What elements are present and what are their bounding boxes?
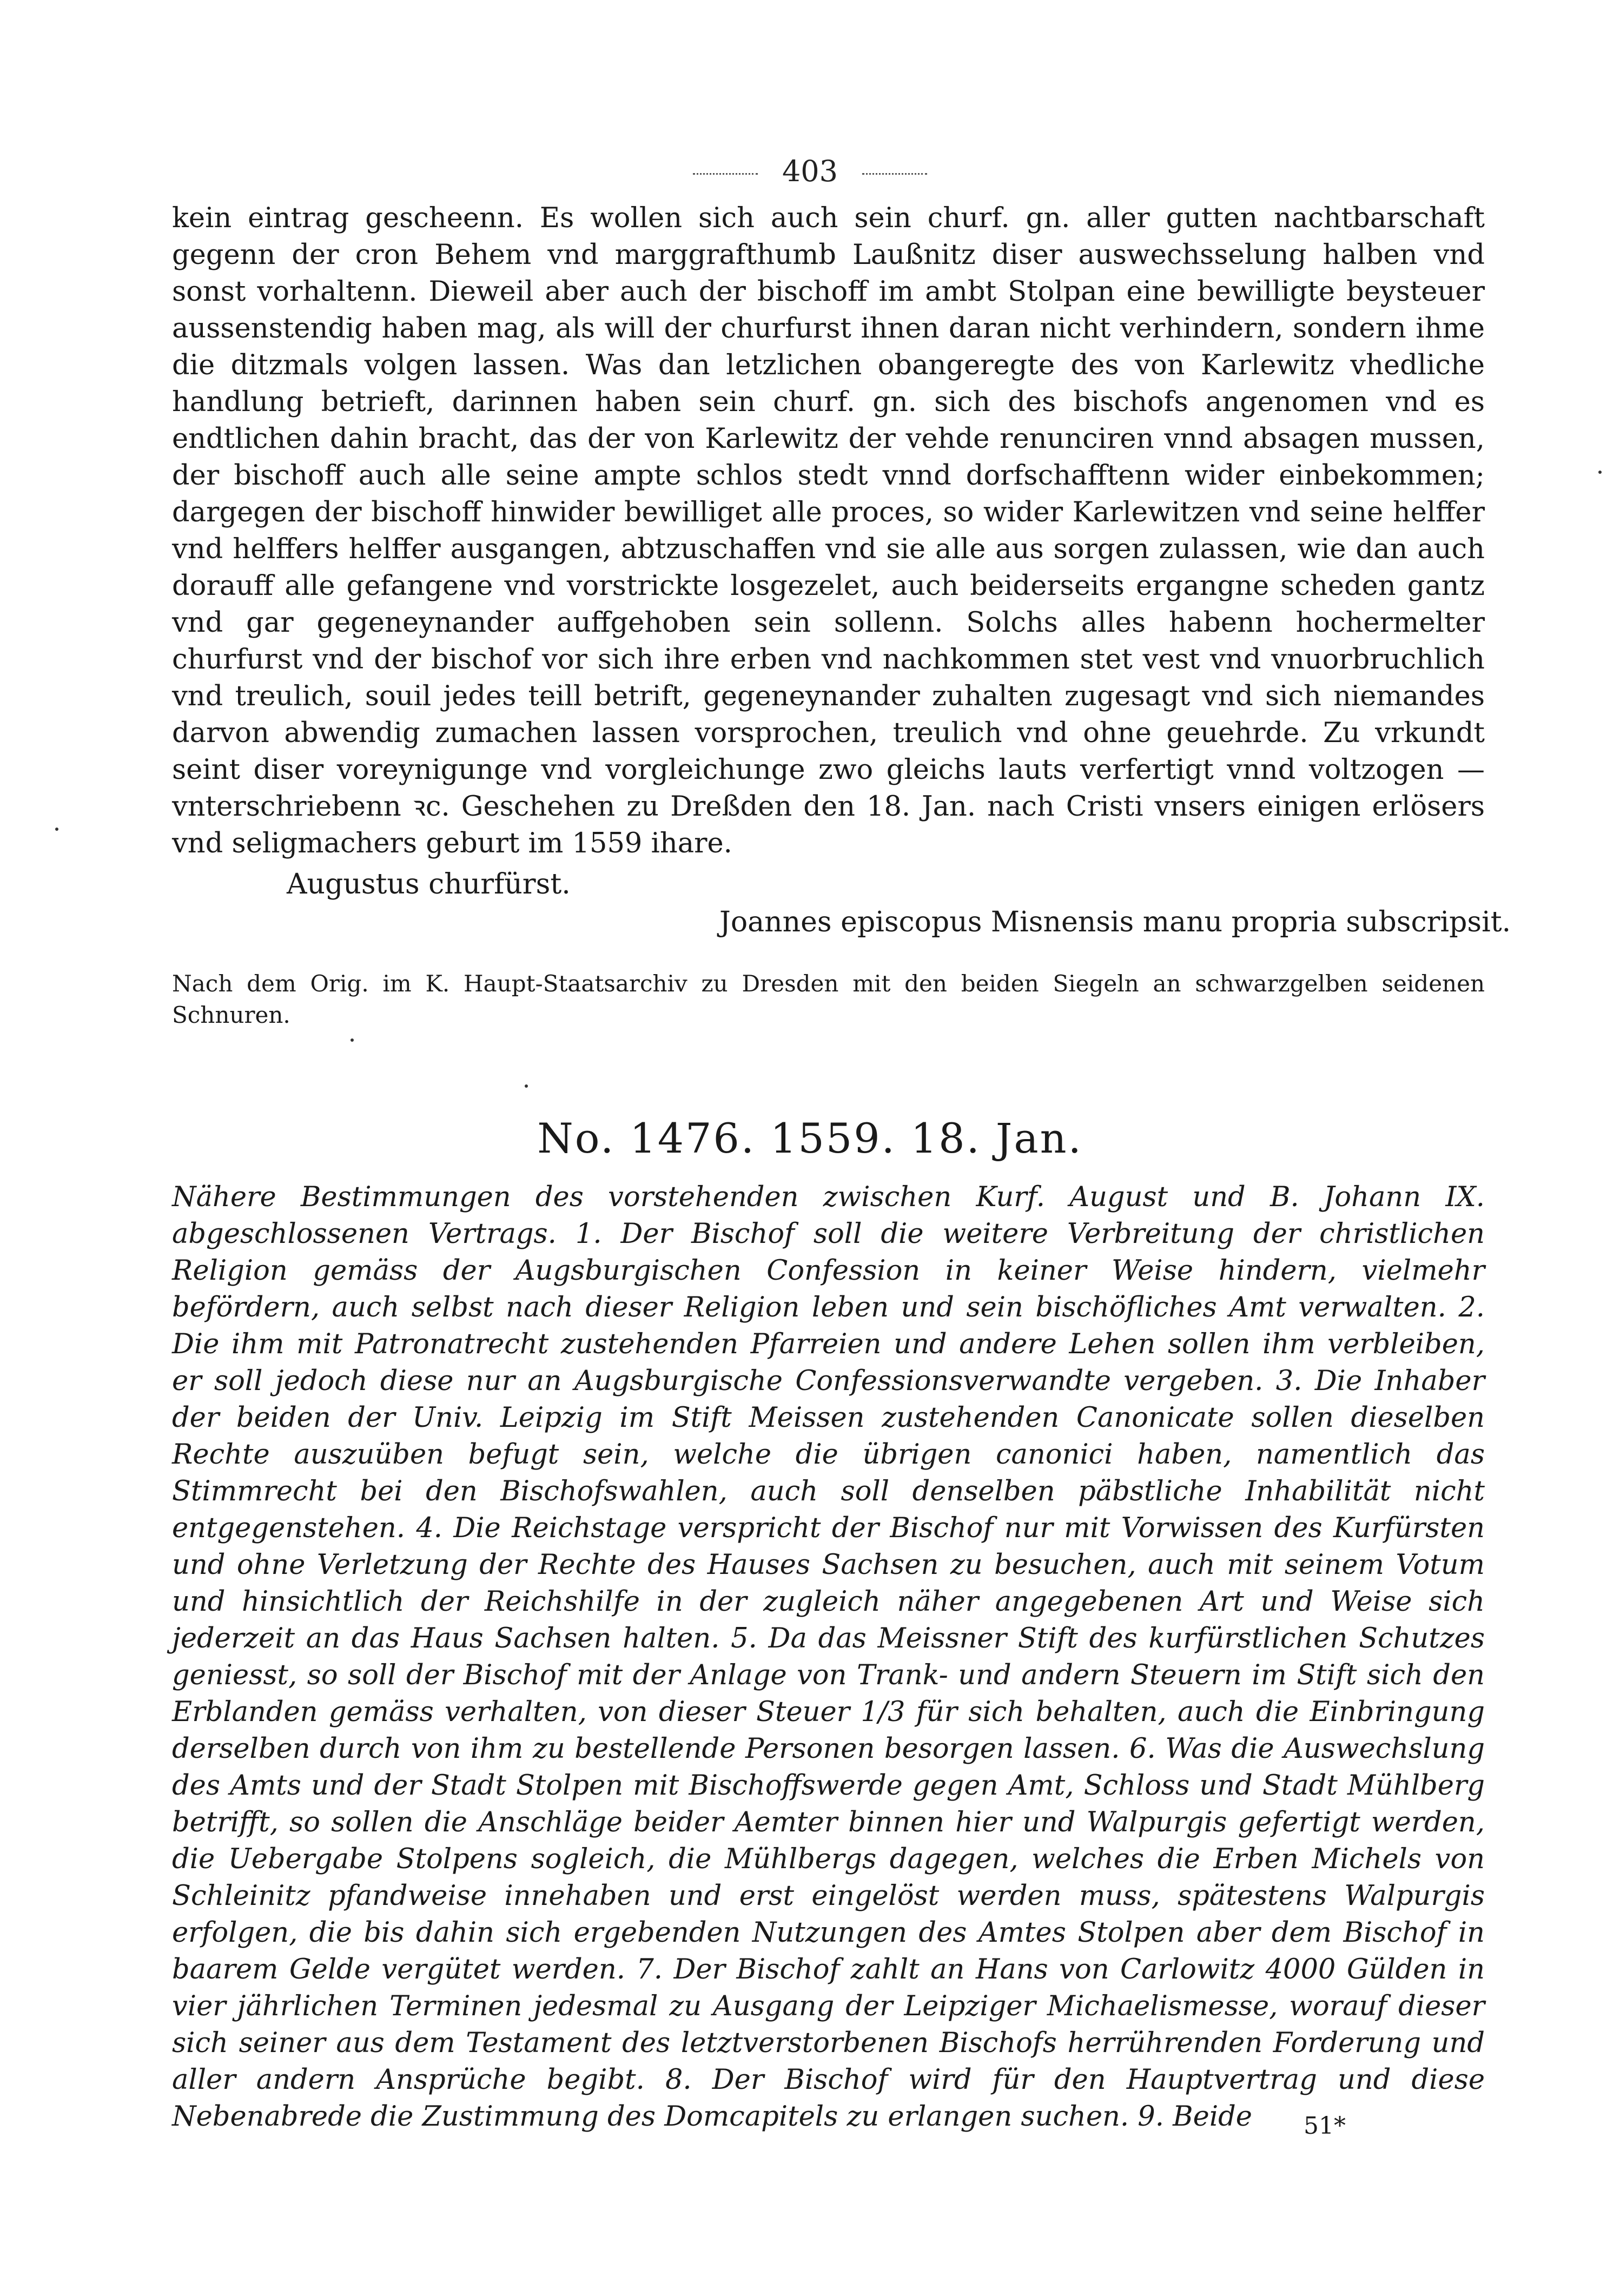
summary-paragraph: Nähere Bestimmungen des vorstehenden zwischen Kurf. August und B. Johann IX. abgeschlossenen Vertrags. 1. Der Bischof soll die weitere Verbreitung der christlichen Religion gemäss der Augsburgischen Confession in keiner Weise hindern, vielmehr befördern, auch selbst nach dieser Religion leben und sein bischöfliches Amt verwalten. 2. Die ihm mit Patronatrecht zustehenden Pfarreien und andere Lehen sollen ihm verbleiben, er soll jedoch diese nur an Augsburgische Confessionsverwandte vergeben. 3. Die Inhaber der beiden der Univ. Leipzig im Stift Meissen zustehenden Canonicate sollen dieselben Rechte auszuüben befugt sein, welche die übrigen canonici haben, namentlich das Stimmrecht bei den Bischofswahlen, auch soll denselben päbstliche Inhabilität nicht entgegenstehen. 4. Die Reichstage verspricht der Bischof nur mit Vorwissen des Kurfürsten und ohne Verletzung der Rechte des Hauses Sachsen zu besuchen, auch mit seinem Votum und hinsichtlich der Reichshilfe in der zugleich näher angegebenen Art und Weise sich jederzeit an das Haus Sachsen halten. 5. Da das Meissner Stift des kurfürstlichen Schutzes geniesst, so soll der Bischof mit der Anlage von Trank- und andern Steuern im Stift sich den Erblanden gemäss verhalten, von dieser Steuer 1/3 für sich behalten, auch die Einbringung derselben durch von ihm zu bestellende Personen besorgen lassen. 6. Was die Auswechslung des Amts und der Stadt Stolpen mit Bischoffswerde gegen Amt, Schloss und Stadt Mühlberg betrifft, so sollen die Anschläge beider Aemter binnen hier und Walpurgis gefertigt werden, die Uebergabe Stolpens sogleich, die Mühlbergs dagegen, welches die Erben Michels von Schleinitz pfandweise innehaben und erst eingelöst werden muss, spätestens Walpurgis erfolgen, die bis dahin sich ergebenden Nutzungen des Amtes Stolpen aber dem Bischof in baarem Gelde vergütet werden. 7. Der Bischof zahlt an Hans von Carlowitz 4000 Gülden in vier jährlichen Terminen jedesmal zu Ausgang der Leipziger Michaelismesse, worauf dieser sich seiner aus dem Testament des letztverstorbenen Bischofs herrührenden Forderung und aller andern Ansprüche begibt. 8. Der Bischof wird für den Hauptvertrag und diese Nebenabrede die Zustimmung des Domcapitels zu erlangen suchen. 9. Beide (172, 1181, 1485, 2133)
header-rule-right (862, 173, 927, 175)
margin-speck (1598, 471, 1602, 474)
charter-text (172, 200, 1485, 862)
source-note: Nach dem Orig. im K. Haupt-Staatsarchiv zu Dresden mit den beiden Siegeln an schwarzgelben seidenen Schnuren. (172, 970, 1485, 1028)
margin-speck (351, 1038, 354, 1042)
charter-paragraph: kein eintrag gescheenn. Es wollen sich auch sein churf. gn. aller gutten nachtbarschaft gegenn der cron Behem vnd marggrafthumb Laußnitz diser auswechsselung halben vnd sonst vorhaltenn. Dieweil aber auch der bischoff im ambt Stolpan eine bewilligte beysteuer aussenstendig haben mag, als will der churfurst ihnen daran nicht verhindern, sondern ihme die ditzmals volgen lassen. Was dan letzlichen obangeregte des von Karlewitz vhedliche handlung betrieft, darinnen haben sein churf. gn. sich des bischofs angenomen vnd es endtlichen dahin bracht, das der von Karlewitz der vehde renunciren vnnd absagen mussen, der bischoff auch alle seine ampte schlos stedt vnnd dorfschafftenn wider einbekommen; dargegen der bischoff hinwider bewilliget alle proces, so wider Karlewitzen vnd seine helffer vnd helffers helffer ausgangen, abtzuschaffen vnd sie alle aus sorgen zulassen, wie dan auch dorauff alle gefangene vnd vorstrickte losgezelet, auch beiderseits ergangne scheden gantz vnd gar gegeneynander auffgehoben sein sollenn. Solchs alles habenn hochermelter churfurst vnd der bischof vor sich ihre erben vnd nachkommen stet vest vnd vnuorbruchlich vnd treulich, souil jedes teill betrift, gegeneynander zuhalten zugesagt vnd sich niemandes darvon abwendig zumachen lassen vorsprochen, treulich vnd ohne geuehrde. Zu vrkundt seint diser voreynigunge vnd vorgleichunge zwo gleichs lauts verfertigt vnnd voltzogen — vnterschriebenn ꝛc. Geschehen zu Dreßden den 18. Jan. nach Cristi vnsers einigen erlösers vnd seligmachers geburt im 1559 ihare. (172, 202, 1485, 859)
header-rule-left (693, 173, 758, 175)
margin-speck (55, 828, 58, 831)
document-summary (172, 1179, 1485, 2135)
margin-speck (525, 1084, 528, 1088)
page-number: 403 (782, 154, 838, 188)
document-heading: No. 1476. 1559. 18. Jan. (537, 1114, 1083, 1162)
page-header (0, 154, 1620, 188)
signature-elector: Augustus churfürst. (287, 868, 571, 901)
signature-bishop: Joannes episcopus Misnensis manu propria subscripsit. (719, 906, 1511, 938)
signature-mark: 51* (1304, 2112, 1346, 2140)
